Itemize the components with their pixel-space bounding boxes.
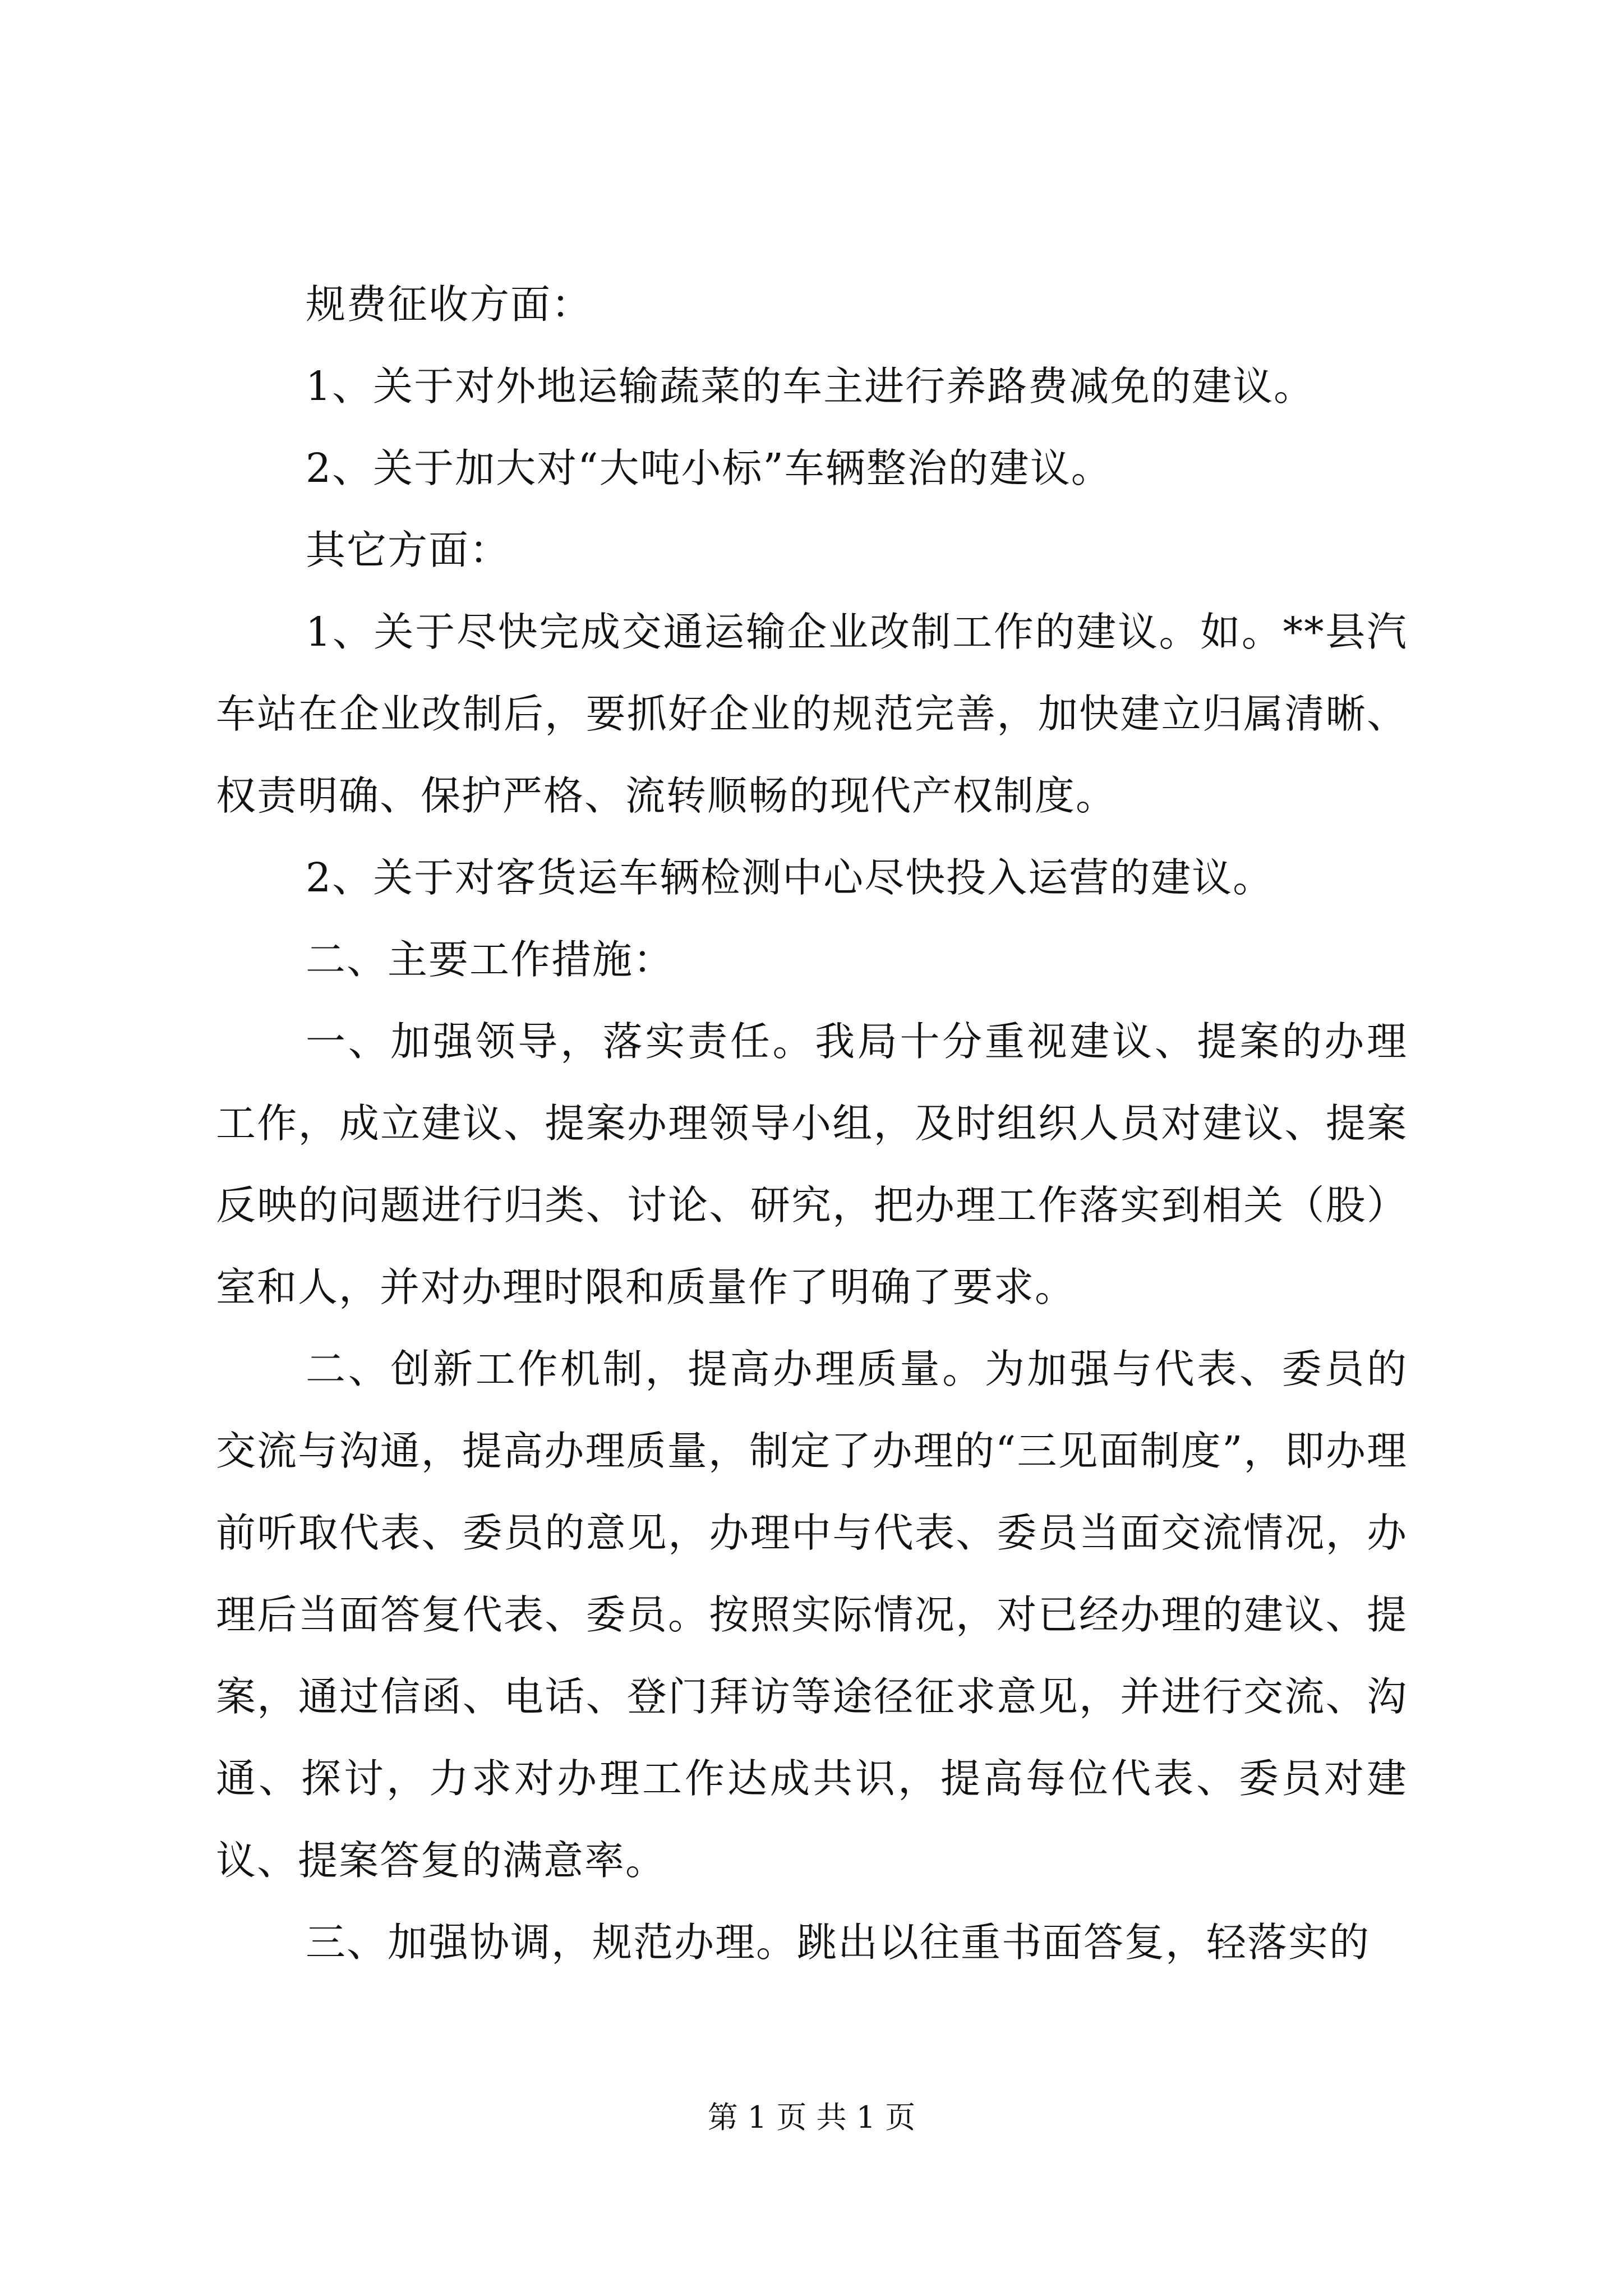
section-heading-fee-collection: 规费征收方面： [306,281,593,328]
paragraph: 1、关于对外地运输蔬菜的车主进行养路费减免的建议。 [306,363,1315,409]
document-body [216,264,1408,1984]
paragraph: 1、关于尽快完成交通运输企业改制工作的建议。如。**县汽车站在企业改制后，要抓好企业的规范完善，加快建立归属清晰、权责明确、保护严格、流转顺畅的现代产权制度。 [216,609,1408,819]
paragraph: 二、创新工作机制，提高办理质量。为加强与代表、委员的交流与沟通，提高办理质量，制定了办理的“三见面制度”，即办理前听取代表、委员的意见，办理中与代表、委员当面交流情况，办理后当面答复代表、委员。按照实际情况，对已经办理的建议、提案，通过信函、电话、登门拜访等途径征求意见，并进行交流、沟通、探讨，力求对办理工作达成共识，提高每位代表、委员对建议、提案答复的满意率。 [216,1346,1408,1884]
page-footer: 第 1 页 共 1 页 [707,2100,916,2135]
paragraph: 2、关于加大对“大吨小标”车辆整治的建议。 [306,445,1112,491]
section-heading-measures: 二、主要工作措施： [306,936,675,983]
paragraph: 一、加强领导，落实责任。我局十分重视建议、提案的办理工作，成立建议、提案办理领导小组，及时组织人员对建议、提案反映的问题进行归类、讨论、研究，把办理工作落实到相关（股）室和人，并对办理时限和质量作了明确了要求。 [216,1018,1408,1310]
paragraph: 三、加强协调，规范办理。跳出以往重书面答复，轻落实的 [306,1919,1371,1966]
section-heading-other: 其它方面： [306,527,511,573]
paragraph: 2、关于对客货运车辆检测中心尽快投入运营的建议。 [306,854,1274,901]
